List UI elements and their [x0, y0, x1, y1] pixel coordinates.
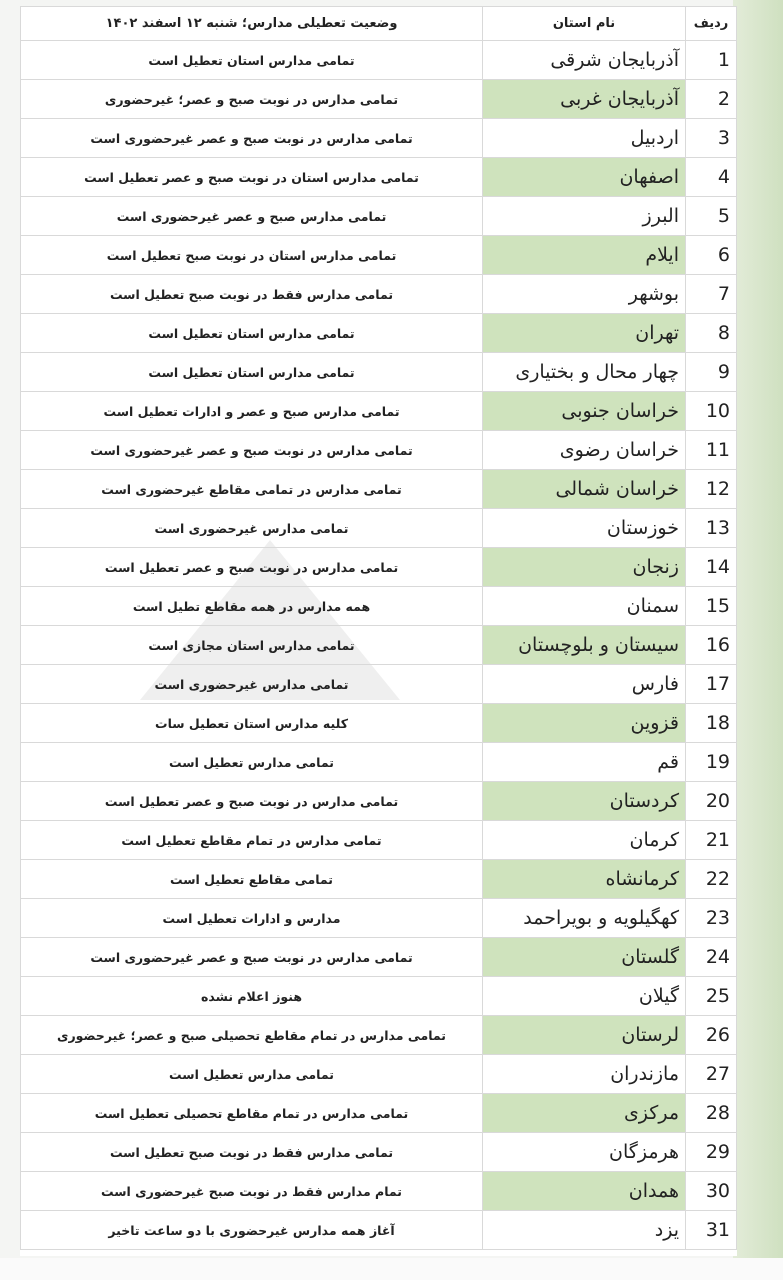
province-name: مازندران	[483, 1055, 686, 1094]
closure-status: تمامی مدارس در نوبت صبح و عصر تعطیل است	[21, 782, 483, 821]
row-number: 22	[686, 860, 737, 899]
closure-status: تمامی مدارس فقط در نوبت صبح تعطیل است	[21, 1133, 483, 1172]
closure-status: تمام مدارس فقط در نوبت صبح غیرحضوری است	[21, 1172, 483, 1211]
province-name: آذربایجان غربی	[483, 80, 686, 119]
row-number: 1	[686, 41, 737, 80]
closure-status: هنوز اعلام نشده	[21, 977, 483, 1016]
table-row	[21, 1094, 737, 1133]
province-name: سیستان و بلوچستان	[483, 626, 686, 665]
row-number: 27	[686, 1055, 737, 1094]
school-closure-table	[20, 6, 737, 1250]
province-name: کرمانشاه	[483, 860, 686, 899]
province-name: البرز	[483, 197, 686, 236]
table-row	[21, 548, 737, 587]
row-number: 9	[686, 353, 737, 392]
province-name: همدان	[483, 1172, 686, 1211]
province-name: هرمزگان	[483, 1133, 686, 1172]
closure-status: تمامی مقاطع تعطیل است	[21, 860, 483, 899]
province-name: آذربایجان شرقی	[483, 41, 686, 80]
row-number: 18	[686, 704, 737, 743]
header-row-number: ردیف	[686, 7, 737, 41]
row-number: 12	[686, 470, 737, 509]
row-number: 24	[686, 938, 737, 977]
row-number: 17	[686, 665, 737, 704]
closure-status: تمامی مدارس در نوبت صبح و عصر غیرحضوری است	[21, 119, 483, 158]
row-number: 28	[686, 1094, 737, 1133]
row-number: 5	[686, 197, 737, 236]
province-name: گلستان	[483, 938, 686, 977]
row-number: 16	[686, 626, 737, 665]
table-row	[21, 509, 737, 548]
closure-status: تمامی مدارس استان تعطیل است	[21, 314, 483, 353]
closure-status: همه مدارس در همه مقاطع تطیل است	[21, 587, 483, 626]
province-name: گیلان	[483, 977, 686, 1016]
closure-status: تمامی مدارس تعطیل است	[21, 743, 483, 782]
closure-status: تمامی مدارس استان مجازی است	[21, 626, 483, 665]
table-row	[21, 1016, 737, 1055]
table-row	[21, 1133, 737, 1172]
province-name: قم	[483, 743, 686, 782]
header-status: وضعیت تعطیلی مدارس؛ شنبه ۱۲ اسفند ۱۴۰۲	[21, 7, 483, 41]
closure-status: تمامی مدارس در تمامی مقاطع غیرحضوری است	[21, 470, 483, 509]
table-row	[21, 782, 737, 821]
closure-status: تمامی مدارس غیرحضوری است	[21, 509, 483, 548]
row-number: 20	[686, 782, 737, 821]
closure-status: تمامی مدارس فقط در نوبت صبح تعطیل است	[21, 275, 483, 314]
province-name: خراسان جنوبی	[483, 392, 686, 431]
closure-status: تمامی مدارس استان در نوبت صبح و عصر تعطیل است	[21, 158, 483, 197]
table-row	[21, 704, 737, 743]
row-number: 25	[686, 977, 737, 1016]
table-row	[21, 197, 737, 236]
closure-status: تمامی مدارس در نوبت صبح و عصر غیرحضوری است	[21, 938, 483, 977]
row-number: 14	[686, 548, 737, 587]
province-name: خراسان رضوی	[483, 431, 686, 470]
province-name: تهران	[483, 314, 686, 353]
closure-status: تمامی مدارس تعطیل است	[21, 1055, 483, 1094]
closure-status: تمامی مدارس استان در نوبت صبح تعطیل است	[21, 236, 483, 275]
table-row	[21, 353, 737, 392]
row-number: 3	[686, 119, 737, 158]
header-row	[21, 7, 737, 41]
row-number: 2	[686, 80, 737, 119]
row-number: 26	[686, 1016, 737, 1055]
closure-status: تمامی مدارس در تمام مقاطع تحصیلی صبح و عصر؛ غیرحضوری	[21, 1016, 483, 1055]
province-name: زنجان	[483, 548, 686, 587]
table-row	[21, 899, 737, 938]
row-number: 30	[686, 1172, 737, 1211]
table-row	[21, 158, 737, 197]
closure-status: تمامی مدارس در نوبت صبح و عصر؛ غیرحضوری	[21, 80, 483, 119]
table-row	[21, 626, 737, 665]
closure-status: آغاز همه مدارس غیرحضوری با دو ساعت تاخیر	[21, 1211, 483, 1250]
table-row	[21, 938, 737, 977]
row-number: 29	[686, 1133, 737, 1172]
row-number: 31	[686, 1211, 737, 1250]
table-row	[21, 392, 737, 431]
province-name: خوزستان	[483, 509, 686, 548]
closure-status: مدارس و ادارات تعطیل است	[21, 899, 483, 938]
province-name: کهگیلویه و بویراحمد	[483, 899, 686, 938]
closure-status: تمامی مدارس غیرحضوری است	[21, 665, 483, 704]
row-number: 10	[686, 392, 737, 431]
closure-status: تمامی مدارس در تمام مقاطع تحصیلی تعطیل است	[21, 1094, 483, 1133]
province-name: ایلام	[483, 236, 686, 275]
row-number: 19	[686, 743, 737, 782]
closure-status: تمامی مدارس در نوبت صبح و عصر غیرحضوری است	[21, 431, 483, 470]
table-row	[21, 821, 737, 860]
table-row	[21, 1172, 737, 1211]
header-province: نام استان	[483, 7, 686, 41]
closure-status: تمامی مدارس استان تعطیل است	[21, 41, 483, 80]
province-name: یزد	[483, 1211, 686, 1250]
table-row	[21, 119, 737, 158]
table-row	[21, 665, 737, 704]
province-name: لرستان	[483, 1016, 686, 1055]
table-row	[21, 431, 737, 470]
province-name: اردبیل	[483, 119, 686, 158]
closure-status: تمامی مدارس صبح و عصر غیرحضوری است	[21, 197, 483, 236]
province-name: بوشهر	[483, 275, 686, 314]
province-name: کردستان	[483, 782, 686, 821]
table-row	[21, 275, 737, 314]
closure-status: تمامی مدارس استان تعطیل است	[21, 353, 483, 392]
table-row	[21, 41, 737, 80]
table-row	[21, 1055, 737, 1094]
table-row	[21, 470, 737, 509]
table-row	[21, 977, 737, 1016]
province-name: فارس	[483, 665, 686, 704]
closure-status: تمامی مدارس صبح و عصر و ادارات تعطیل است	[21, 392, 483, 431]
province-name: مرکزی	[483, 1094, 686, 1133]
province-name: اصفهان	[483, 158, 686, 197]
row-number: 4	[686, 158, 737, 197]
table-row	[21, 743, 737, 782]
bottom-margin	[0, 1258, 783, 1280]
province-name: خراسان شمالی	[483, 470, 686, 509]
row-number: 13	[686, 509, 737, 548]
province-name: چهار محال و بختیاری	[483, 353, 686, 392]
table-row	[21, 314, 737, 353]
row-number: 15	[686, 587, 737, 626]
row-number: 23	[686, 899, 737, 938]
row-number: 6	[686, 236, 737, 275]
closure-status: کلیه مدارس استان تعطیل سات	[21, 704, 483, 743]
row-number: 8	[686, 314, 737, 353]
table-row	[21, 80, 737, 119]
table-row	[21, 236, 737, 275]
closure-status: تمامی مدارس در نوبت صبح و عصر تعطیل است	[21, 548, 483, 587]
table-row	[21, 1211, 737, 1250]
province-name: سمنان	[483, 587, 686, 626]
table-row	[21, 587, 737, 626]
row-number: 21	[686, 821, 737, 860]
closure-status: تمامی مدارس در تمام مقاطع تعطیل است	[21, 821, 483, 860]
row-number: 11	[686, 431, 737, 470]
side-decoration	[733, 0, 783, 1270]
province-name: قزوین	[483, 704, 686, 743]
row-number: 7	[686, 275, 737, 314]
table-row	[21, 860, 737, 899]
province-name: کرمان	[483, 821, 686, 860]
